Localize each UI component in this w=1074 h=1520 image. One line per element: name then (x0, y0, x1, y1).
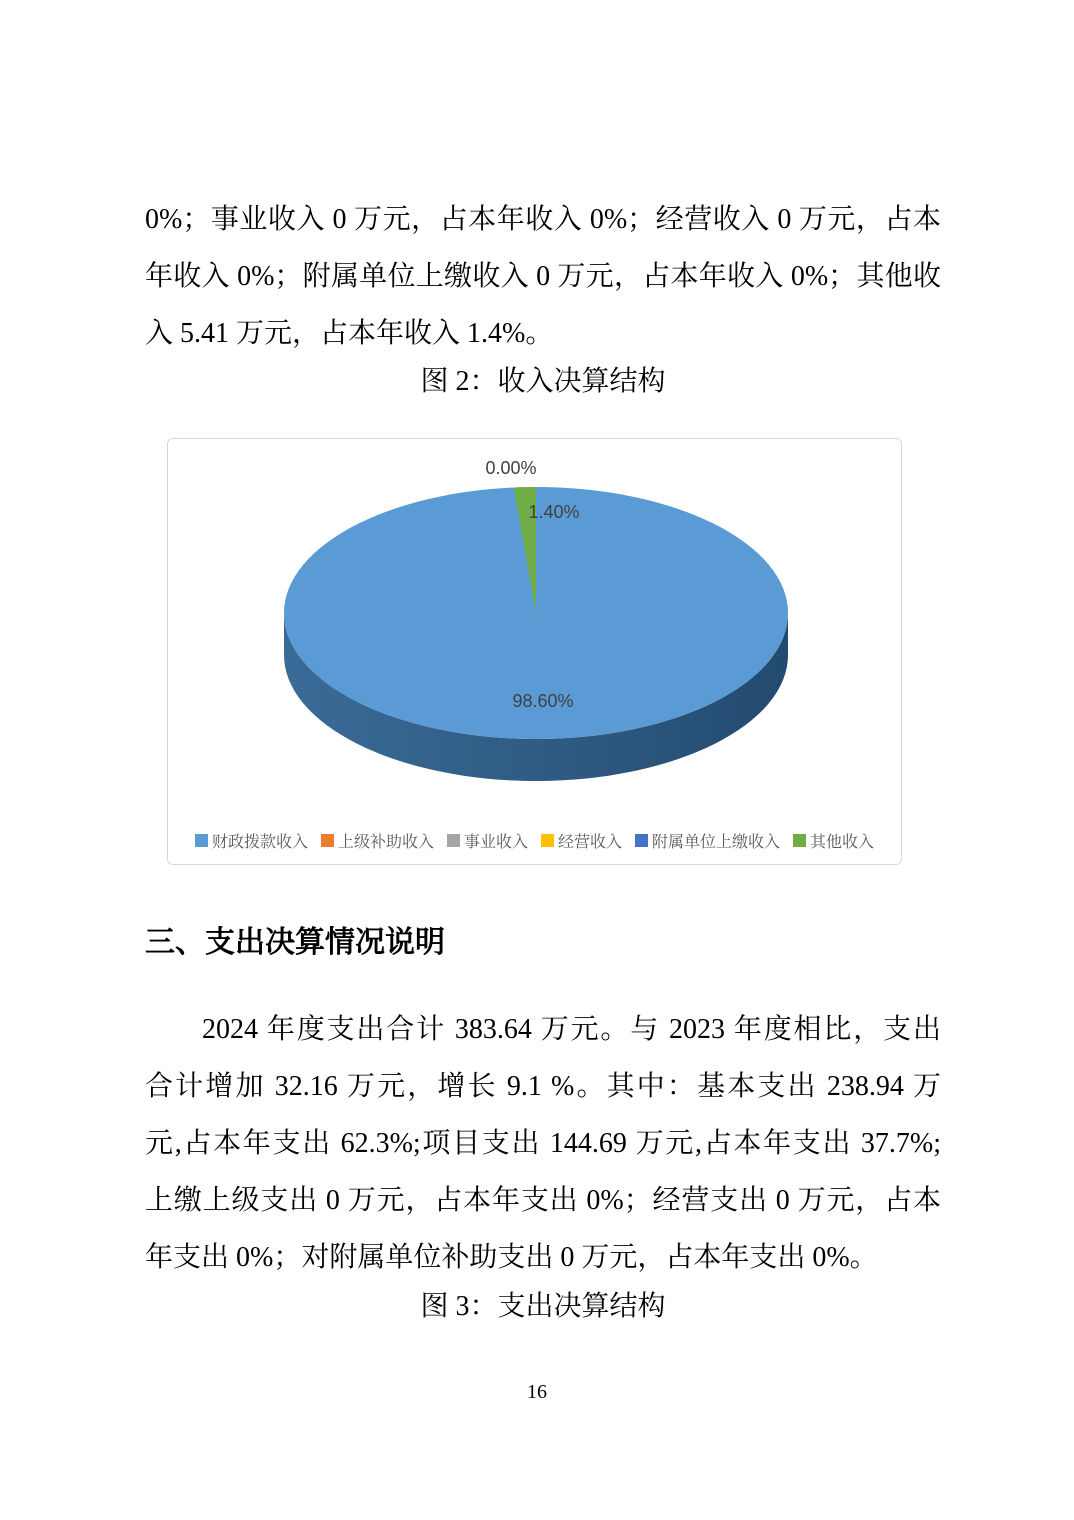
legend-swatch-icon (541, 834, 554, 847)
legend-swatch-icon (793, 834, 806, 847)
legend-item (541, 829, 622, 852)
body-line: 0%；事业收入 0 万元，占本年收入 0%；经营收入 0 万元，占本 (145, 204, 941, 235)
legend-label: 附属单位上缴收入 (652, 833, 781, 851)
legend-item (447, 829, 528, 852)
figure3-caption: 图 3：支出决算结构 (420, 1291, 666, 1322)
legend-label: 财政拨款收入 (211, 833, 308, 851)
legend-swatch-icon (447, 834, 460, 847)
body-line: 入 5.41 万元，占本年收入 1.4%。 (145, 318, 554, 349)
body-line: 元,占本年支出 62.3%;项目支出 144.69 万元,占本年支出 37.7%; (145, 1128, 941, 1159)
legend-label: 其他收入 (810, 833, 875, 851)
body-line: 上缴上级支出 0 万元，占本年支出 0%；经营支出 0 万元，占本 (145, 1185, 941, 1216)
legend-item (321, 829, 434, 852)
legend-swatch-icon (195, 834, 208, 847)
legend-swatch-icon (635, 834, 648, 847)
pie-label-zero: 0.00% (485, 458, 537, 478)
legend-label: 事业收入 (463, 833, 528, 851)
figure2-caption: 图 2：收入决算结构 (420, 366, 666, 397)
chart-legend (168, 829, 901, 851)
income-paragraph (145, 191, 941, 362)
legend-label: 上级补助收入 (337, 833, 434, 851)
expenditure-paragraph (145, 1001, 941, 1286)
pie-label-main: 98.60% (512, 691, 574, 711)
page-number: 16 (527, 1381, 547, 1403)
body-line: 年收入 0%；附属单位上缴收入 0 万元，占本年收入 0%；其他收 (145, 261, 941, 292)
legend-item (195, 829, 308, 852)
body-line: 年支出 0%；对附属单位补助支出 0 万元，占本年支出 0%。 (145, 1242, 878, 1273)
pie-label-other: 1.40% (528, 502, 580, 522)
legend-swatch-icon (321, 834, 334, 847)
figure2-pie-chart (167, 438, 902, 865)
body-line: 合计增加 32.16 万元，增长 9.1 %。其中：基本支出 238.94 万 (145, 1071, 941, 1102)
legend-label: 经营收入 (558, 833, 623, 851)
legend-item (793, 829, 874, 852)
section3-heading: 三、支出决算情况说明 (145, 926, 445, 959)
legend-item (635, 829, 780, 852)
body-line: 2024 年度支出合计 383.64 万元。与 2023 年度相比，支出 (202, 1014, 941, 1045)
